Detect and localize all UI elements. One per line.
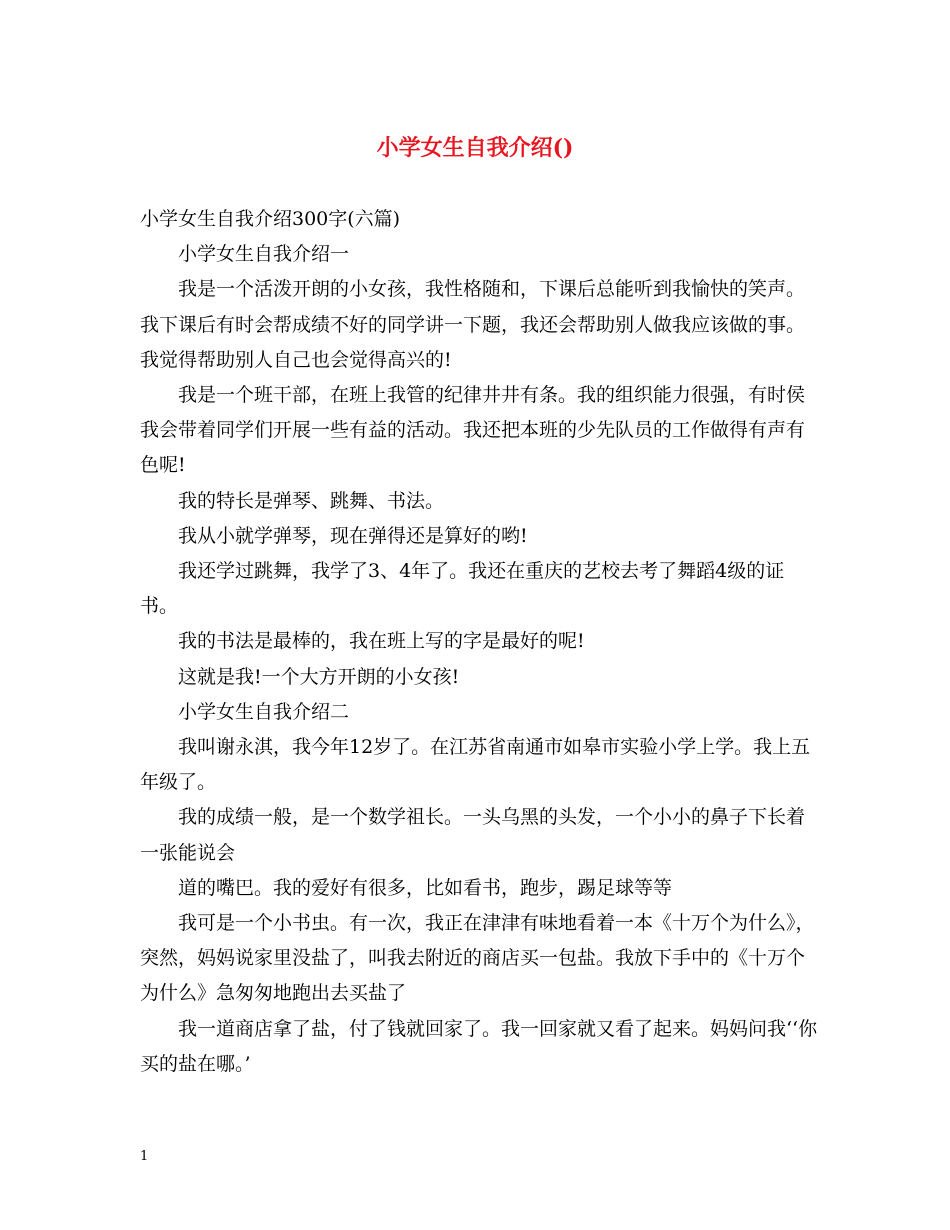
paragraph: 我叫谢永淇，我今年12岁了。在江苏省南通市如皋市实验小学上学。我上五年级了。 (140, 736, 811, 794)
section-heading-two: 小学女生自我介绍二 (178, 700, 350, 723)
paragraph: 我是一个活泼开朗的小女孩，我性格随和，下课后总能听到我愉快的笑声。我下课后有时会帮成绩不好的同学讲一下题，我还会帮助别人做我应该做的事。我觉得帮助别人自己也会觉得高兴的! (140, 278, 806, 371)
page-number: 1 (140, 1149, 149, 1164)
paragraph: 我从小就学弹琴，现在弹得还是算好的哟! (178, 524, 528, 547)
paragraph: 我的成绩一般，是一个数学祖长。一头乌黑的头发，一个小小的鼻子下长着一张能说会 (140, 806, 806, 864)
paragraph-subtitle: 小学女生自我介绍300字(六篇) (140, 208, 401, 230)
paragraph: 我一道商店拿了盐，付了钱就回家了。我一回家就又看了起来。妈妈问我‘‘你买的盐在哪。’ (140, 1017, 818, 1075)
paragraph: 道的嘴巴。我的爱好有很多，比如看书，跑步，踢足球等等 (178, 876, 673, 899)
paragraph: 我还学过跳舞，我学了3、4年了。我还在重庆的艺校去考了舞蹈4级的证书。 (140, 560, 785, 618)
document-body (140, 202, 822, 1082)
paragraph: 我可是一个小书虫。有一次，我正在津津有味地看着一本《十万个为什么》，突然，妈妈说家里没盐了，叫我去附近的商店买一包盐。我放下手中的《十万个为什么》急匆匆地跑出去买盐了 (140, 912, 815, 1005)
paragraph: 我的书法是最棒的，我在班上写的字是最好的呢! (178, 630, 585, 653)
paragraph: 这就是我!一个大方开朗的小女孩! (178, 665, 460, 688)
paragraph: 我的特长是弹琴、跳舞、书法。 (178, 489, 445, 512)
paragraph: 我是一个班干部，在班上我管的纪律井井有条。我的组织能力很强，有时侯我会带着同学们开展一些有益的活动。我还把本班的少先队员的工作做得有声有色呢! (140, 384, 806, 477)
document-title: 小学女生自我介绍() (376, 135, 574, 161)
section-heading-one: 小学女生自我介绍一 (178, 243, 350, 266)
